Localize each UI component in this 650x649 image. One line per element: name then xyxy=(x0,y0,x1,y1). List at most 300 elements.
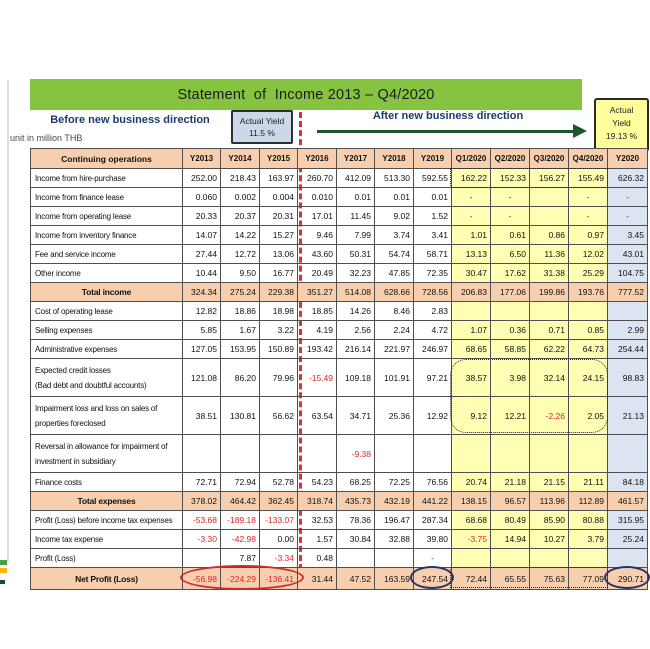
value-cell: 32.88 xyxy=(375,530,414,549)
value-cell: 85.90 xyxy=(530,511,569,530)
value-cell: 80.49 xyxy=(491,511,530,530)
value-cell: -15.49 xyxy=(298,359,337,397)
value-cell xyxy=(221,435,260,473)
table-row xyxy=(31,188,648,207)
unit-note: unit in million THB xyxy=(10,133,83,143)
value-cell: 0.010 xyxy=(298,188,337,207)
value-cell: 218.43 xyxy=(221,169,260,188)
value-cell: 3.74 xyxy=(375,226,414,245)
value-cell xyxy=(298,435,337,473)
value-cell: 52.78 xyxy=(260,473,298,492)
value-cell: -42.98 xyxy=(221,530,260,549)
value-cell: 21.18 xyxy=(491,473,530,492)
value-cell: 150.89 xyxy=(260,340,298,359)
value-cell: 13.13 xyxy=(452,245,491,264)
actual-yield-after-line1: Actual xyxy=(609,105,634,115)
value-cell: 155.49 xyxy=(569,169,608,188)
value-cell: 12.21 xyxy=(491,397,530,435)
value-cell: 30.47 xyxy=(452,264,491,283)
dark-green-marker xyxy=(0,580,5,584)
value-cell: 14.94 xyxy=(491,530,530,549)
value-cell: - xyxy=(452,207,491,226)
value-cell: 38.57 xyxy=(452,359,491,397)
value-cell: 34.71 xyxy=(337,397,375,435)
value-cell: 6.50 xyxy=(491,245,530,264)
title-banner xyxy=(30,79,582,110)
value-cell: 351.27 xyxy=(298,283,337,302)
value-cell: 113.96 xyxy=(530,492,569,511)
value-cell: 43.01 xyxy=(608,245,648,264)
value-cell: 20.37 xyxy=(221,207,260,226)
value-cell: 121.08 xyxy=(183,359,221,397)
value-cell xyxy=(608,549,648,568)
row-label: Total expenses xyxy=(31,492,183,511)
value-cell: 592.55 xyxy=(414,169,452,188)
value-cell: 47.52 xyxy=(337,568,375,590)
value-cell: 247.54 xyxy=(414,568,452,590)
value-cell: 153.95 xyxy=(221,340,260,359)
value-cell: -56.98 xyxy=(183,568,221,590)
table-row xyxy=(31,321,648,340)
value-cell: 64.73 xyxy=(569,340,608,359)
value-cell: 47.85 xyxy=(375,264,414,283)
value-cell: 1.52 xyxy=(414,207,452,226)
actual-yield-after-line2: Yield xyxy=(612,117,631,128)
value-cell: 626.32 xyxy=(608,169,648,188)
value-cell: 156.27 xyxy=(530,169,569,188)
value-cell: 18.86 xyxy=(221,302,260,321)
value-cell: 12.82 xyxy=(183,302,221,321)
value-cell: 216.14 xyxy=(337,340,375,359)
value-cell: 18.98 xyxy=(260,302,298,321)
value-cell: 7.87 xyxy=(221,549,260,568)
value-cell: 163.59 xyxy=(375,568,414,590)
row-label: Administrative expenses xyxy=(31,340,183,359)
value-cell: 10.44 xyxy=(183,264,221,283)
value-cell: 435.73 xyxy=(337,492,375,511)
value-cell: 76.56 xyxy=(414,473,452,492)
value-cell: 50.31 xyxy=(337,245,375,264)
value-cell: 84.18 xyxy=(608,473,648,492)
value-cell: -3.34 xyxy=(260,549,298,568)
column-header: Y2014 xyxy=(221,149,260,169)
value-cell: 54.74 xyxy=(375,245,414,264)
value-cell: 9.12 xyxy=(452,397,491,435)
value-cell: 138.15 xyxy=(452,492,491,511)
value-cell: 17.01 xyxy=(298,207,337,226)
table-row xyxy=(31,530,648,549)
value-cell: 1.57 xyxy=(298,530,337,549)
value-cell: 290.71 xyxy=(608,568,648,590)
value-cell: 98.83 xyxy=(608,359,648,397)
column-header: Q4/2020 xyxy=(569,149,608,169)
table-row xyxy=(31,226,648,245)
value-cell: 130.81 xyxy=(221,397,260,435)
value-cell: 77.09 xyxy=(569,568,608,590)
value-cell: 109.18 xyxy=(337,359,375,397)
value-cell: - xyxy=(608,207,648,226)
value-cell: - xyxy=(491,207,530,226)
value-cell: 2.24 xyxy=(375,321,414,340)
value-cell: 72.35 xyxy=(414,264,452,283)
value-cell: 3.45 xyxy=(608,226,648,245)
value-cell: 229.38 xyxy=(260,283,298,302)
amber-marker xyxy=(0,568,7,573)
value-cell: 221.97 xyxy=(375,340,414,359)
value-cell: 9.46 xyxy=(298,226,337,245)
value-cell: 12.02 xyxy=(569,245,608,264)
value-cell: - xyxy=(569,207,608,226)
value-cell: 20.31 xyxy=(260,207,298,226)
value-cell: 68.68 xyxy=(452,511,491,530)
row-label: Income from operating lease xyxy=(31,207,183,226)
value-cell: 68.65 xyxy=(452,340,491,359)
value-cell: 30.84 xyxy=(337,530,375,549)
after-direction-arrowhead-icon xyxy=(573,124,587,138)
column-header: Y2019 xyxy=(414,149,452,169)
value-cell: - xyxy=(491,188,530,207)
after-direction-arrow xyxy=(317,130,575,133)
value-cell: 514.08 xyxy=(337,283,375,302)
value-cell: 97.21 xyxy=(414,359,452,397)
value-cell: 412.09 xyxy=(337,169,375,188)
value-cell: 17.62 xyxy=(491,264,530,283)
value-cell: 0.61 xyxy=(491,226,530,245)
net-profit-2019-circle xyxy=(410,566,454,589)
value-cell: -2.26 xyxy=(530,397,569,435)
value-cell xyxy=(375,435,414,473)
value-cell: 206.83 xyxy=(452,283,491,302)
row-label: Profit (Loss) xyxy=(31,549,183,568)
value-cell: 275.24 xyxy=(221,283,260,302)
value-cell: 75.63 xyxy=(530,568,569,590)
value-cell: 86.20 xyxy=(221,359,260,397)
value-cell: 27.44 xyxy=(183,245,221,264)
value-cell: 14.22 xyxy=(221,226,260,245)
slide-left-edge xyxy=(7,80,9,562)
value-cell xyxy=(530,549,569,568)
value-cell: 21.15 xyxy=(530,473,569,492)
net-profit-quarters-dotted-box xyxy=(450,567,608,588)
row-label: Expected credit losses (Bad debt and doubtful accounts) xyxy=(31,359,183,397)
net-loss-red-circle xyxy=(180,565,304,590)
value-cell: 1.07 xyxy=(452,321,491,340)
value-cell: 3.41 xyxy=(414,226,452,245)
column-header: Y2015 xyxy=(260,149,298,169)
value-cell: 72.94 xyxy=(221,473,260,492)
value-cell: - xyxy=(414,549,452,568)
table-row xyxy=(31,207,648,226)
value-cell: 260.70 xyxy=(298,169,337,188)
table-row xyxy=(31,283,648,302)
value-cell xyxy=(530,435,569,473)
value-cell: 0.060 xyxy=(183,188,221,207)
row-label: Fee and service income xyxy=(31,245,183,264)
value-cell: 1.67 xyxy=(221,321,260,340)
column-header: Y2013 xyxy=(183,149,221,169)
value-cell: 80.88 xyxy=(569,511,608,530)
value-cell: 24.15 xyxy=(569,359,608,397)
value-cell: 324.34 xyxy=(183,283,221,302)
value-cell: 162.22 xyxy=(452,169,491,188)
value-cell: 2.05 xyxy=(569,397,608,435)
value-cell: 8.46 xyxy=(375,302,414,321)
value-cell: 432.19 xyxy=(375,492,414,511)
value-cell: 464.42 xyxy=(221,492,260,511)
value-cell: 21.13 xyxy=(608,397,648,435)
value-cell: -3.30 xyxy=(183,530,221,549)
value-cell: 79.96 xyxy=(260,359,298,397)
value-cell: 5.85 xyxy=(183,321,221,340)
value-cell: 15.27 xyxy=(260,226,298,245)
net-profit-2020-circle xyxy=(604,566,650,589)
table-row xyxy=(31,264,648,283)
table-row xyxy=(31,511,648,530)
row-label: Profit (Loss) before income tax expenses xyxy=(31,511,183,530)
value-cell: 12.72 xyxy=(221,245,260,264)
after-direction-label: After new business direction xyxy=(372,110,524,122)
value-cell: 38.51 xyxy=(183,397,221,435)
value-cell: 62.22 xyxy=(530,340,569,359)
row-label: Selling expenses xyxy=(31,321,183,340)
value-cell: 72.71 xyxy=(183,473,221,492)
value-cell: 3.98 xyxy=(491,359,530,397)
column-header: Y2020 xyxy=(608,149,648,169)
value-cell: 2.83 xyxy=(414,302,452,321)
value-cell xyxy=(183,435,221,473)
page-title: Statement of Income 2013 – Q4/2020 xyxy=(177,86,435,103)
row-label: Reversal in allowance for impairment of investment in subsidiary xyxy=(31,435,183,473)
actual-yield-after-box xyxy=(594,98,649,152)
value-cell: 0.48 xyxy=(298,549,337,568)
credit-losses-quarters-dotted-box xyxy=(450,359,608,433)
value-cell: -133.07 xyxy=(260,511,298,530)
actual-yield-before-line1: Actual Yield xyxy=(239,116,285,126)
value-cell: - xyxy=(569,188,608,207)
value-cell xyxy=(608,302,648,321)
row-label: Income tax expense xyxy=(31,530,183,549)
value-cell: 25.36 xyxy=(375,397,414,435)
value-cell: 14.07 xyxy=(183,226,221,245)
value-cell: 13.06 xyxy=(260,245,298,264)
value-cell: 287.34 xyxy=(414,511,452,530)
value-cell: 18.85 xyxy=(298,302,337,321)
value-cell: 163.97 xyxy=(260,169,298,188)
value-cell: 56.62 xyxy=(260,397,298,435)
column-header: Continuing operations xyxy=(31,149,183,169)
value-cell xyxy=(414,435,452,473)
row-label: Finance costs xyxy=(31,473,183,492)
table-row xyxy=(31,302,648,321)
value-cell xyxy=(530,207,569,226)
actual-yield-before-box xyxy=(231,110,293,144)
value-cell: 14.26 xyxy=(337,302,375,321)
value-cell: 54.23 xyxy=(298,473,337,492)
value-cell: 63.54 xyxy=(298,397,337,435)
value-cell: 513.30 xyxy=(375,169,414,188)
value-cell xyxy=(491,549,530,568)
value-cell: 16.77 xyxy=(260,264,298,283)
value-cell: 127.05 xyxy=(183,340,221,359)
value-cell: 728.56 xyxy=(414,283,452,302)
value-cell xyxy=(375,549,414,568)
value-cell: -3.75 xyxy=(452,530,491,549)
value-cell: -224.29 xyxy=(221,568,260,590)
value-cell: 0.71 xyxy=(530,321,569,340)
row-label: Net Profit (Loss) xyxy=(31,568,183,590)
column-header: Y2016 xyxy=(298,149,337,169)
value-cell: 31.44 xyxy=(298,568,337,590)
value-cell: 10.27 xyxy=(530,530,569,549)
hire-purchase-quarters-dotted-box xyxy=(450,168,608,188)
value-cell: 0.00 xyxy=(260,530,298,549)
value-cell: 7.99 xyxy=(337,226,375,245)
column-header: Y2018 xyxy=(375,149,414,169)
actual-yield-after-line3: 19.13 % xyxy=(605,130,638,141)
value-cell: 318.74 xyxy=(298,492,337,511)
value-cell: 3.79 xyxy=(569,530,608,549)
value-cell: 20.49 xyxy=(298,264,337,283)
value-cell xyxy=(608,435,648,473)
value-cell xyxy=(530,188,569,207)
value-cell: 20.74 xyxy=(452,473,491,492)
value-cell: 72.25 xyxy=(375,473,414,492)
value-cell: 112.89 xyxy=(569,492,608,511)
value-cell: 32.14 xyxy=(530,359,569,397)
value-cell: 31.38 xyxy=(530,264,569,283)
column-header: Y2017 xyxy=(337,149,375,169)
value-cell xyxy=(569,302,608,321)
row-label: Income from inventory finance xyxy=(31,226,183,245)
value-cell: 25.24 xyxy=(608,530,648,549)
value-cell xyxy=(569,435,608,473)
value-cell: -53.68 xyxy=(183,511,221,530)
value-cell: 32.23 xyxy=(337,264,375,283)
row-label: Income from hire-purchase xyxy=(31,169,183,188)
value-cell xyxy=(452,549,491,568)
value-cell: -9.38 xyxy=(337,435,375,473)
value-cell xyxy=(452,302,491,321)
column-header: Q1/2020 xyxy=(452,149,491,169)
value-cell xyxy=(491,302,530,321)
value-cell xyxy=(260,435,298,473)
value-cell: 65.55 xyxy=(491,568,530,590)
value-cell: 628.66 xyxy=(375,283,414,302)
before-direction-label: Before new business direction xyxy=(50,114,210,126)
table-row xyxy=(31,245,648,264)
value-cell: 0.01 xyxy=(337,188,375,207)
value-cell: 4.19 xyxy=(298,321,337,340)
value-cell: 246.97 xyxy=(414,340,452,359)
row-label: Income from finance lease xyxy=(31,188,183,207)
value-cell: 12.92 xyxy=(414,397,452,435)
column-header: Q2/2020 xyxy=(491,149,530,169)
value-cell: 2.56 xyxy=(337,321,375,340)
value-cell: - xyxy=(608,188,648,207)
value-cell: 196.47 xyxy=(375,511,414,530)
actual-yield-before-line2: 11.5 % xyxy=(249,128,275,139)
value-cell: 20.33 xyxy=(183,207,221,226)
value-cell: 193.42 xyxy=(298,340,337,359)
value-cell: 0.85 xyxy=(569,321,608,340)
value-cell: 0.004 xyxy=(260,188,298,207)
value-cell: - xyxy=(452,188,491,207)
value-cell: 39.80 xyxy=(414,530,452,549)
value-cell xyxy=(569,549,608,568)
value-cell: 101.91 xyxy=(375,359,414,397)
column-header: Q3/2020 xyxy=(530,149,569,169)
value-cell xyxy=(530,302,569,321)
value-cell: -136.41 xyxy=(260,568,298,590)
row-label: Total income xyxy=(31,283,183,302)
table-row xyxy=(31,435,648,473)
value-cell: 104.75 xyxy=(608,264,648,283)
value-cell: 441.22 xyxy=(414,492,452,511)
value-cell: 461.57 xyxy=(608,492,648,511)
value-cell: 72.44 xyxy=(452,568,491,590)
value-cell: 9.50 xyxy=(221,264,260,283)
value-cell: 193.76 xyxy=(569,283,608,302)
value-cell: 96.57 xyxy=(491,492,530,511)
table-row xyxy=(31,340,648,359)
value-cell: 0.01 xyxy=(375,188,414,207)
value-cell xyxy=(452,435,491,473)
value-cell: 3.22 xyxy=(260,321,298,340)
value-cell: 21.11 xyxy=(569,473,608,492)
value-cell: 32.53 xyxy=(298,511,337,530)
value-cell: 43.60 xyxy=(298,245,337,264)
value-cell: 2.99 xyxy=(608,321,648,340)
row-label: Other income xyxy=(31,264,183,283)
value-cell: 0.01 xyxy=(414,188,452,207)
value-cell: 362.45 xyxy=(260,492,298,511)
green-marker xyxy=(0,560,7,565)
value-cell xyxy=(337,549,375,568)
value-cell: 254.44 xyxy=(608,340,648,359)
value-cell: 252.00 xyxy=(183,169,221,188)
row-label: Impairment loss and loss on sales of properties foreclosed xyxy=(31,397,183,435)
table-row xyxy=(31,492,648,511)
value-cell: 11.45 xyxy=(337,207,375,226)
value-cell: 0.002 xyxy=(221,188,260,207)
value-cell: 378.02 xyxy=(183,492,221,511)
value-cell xyxy=(491,435,530,473)
value-cell: 1.01 xyxy=(452,226,491,245)
value-cell: 0.86 xyxy=(530,226,569,245)
value-cell: 0.36 xyxy=(491,321,530,340)
header-row xyxy=(31,149,648,169)
value-cell: 78.36 xyxy=(337,511,375,530)
row-label: Cost of operating lease xyxy=(31,302,183,321)
value-cell: 315.95 xyxy=(608,511,648,530)
table-row xyxy=(31,549,648,568)
table-row xyxy=(31,473,648,492)
value-cell: 4.72 xyxy=(414,321,452,340)
value-cell: 11.36 xyxy=(530,245,569,264)
value-cell: 9.02 xyxy=(375,207,414,226)
value-cell xyxy=(183,549,221,568)
value-cell: 177.06 xyxy=(491,283,530,302)
value-cell: 25.29 xyxy=(569,264,608,283)
value-cell: 199.86 xyxy=(530,283,569,302)
value-cell: 152.33 xyxy=(491,169,530,188)
value-cell: 0.97 xyxy=(569,226,608,245)
value-cell: 58.85 xyxy=(491,340,530,359)
value-cell: 58.71 xyxy=(414,245,452,264)
value-cell: 68.25 xyxy=(337,473,375,492)
value-cell: 777.52 xyxy=(608,283,648,302)
value-cell: -189.18 xyxy=(221,511,260,530)
